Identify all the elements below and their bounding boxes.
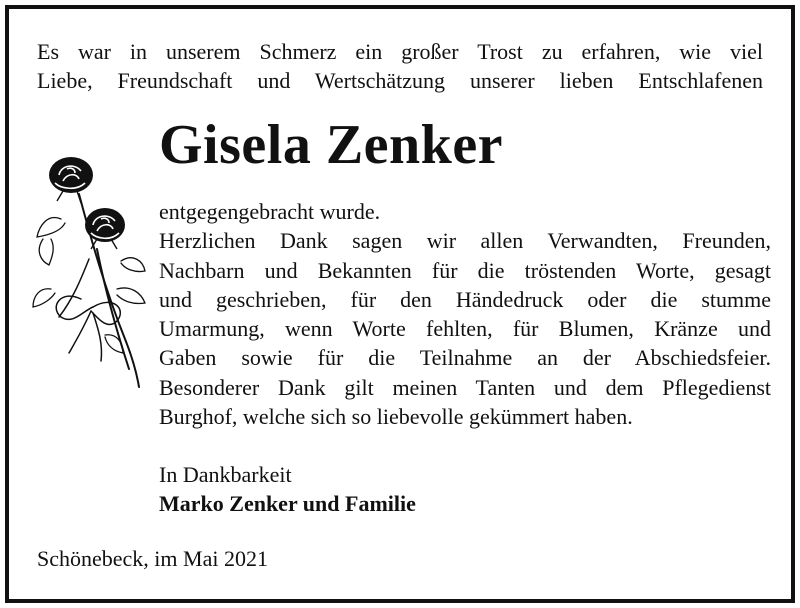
body-line: Gaben sowie für die Teilnahme an der Abschiedsfeier. bbox=[159, 345, 771, 371]
signature-closing: In Dankbarkeit bbox=[159, 462, 292, 487]
body-line: Burghof, welche sich so liebevolle gekümmert haben. bbox=[159, 404, 633, 430]
body-line: Herzlichen Dank sagen wir allen Verwandten, Freunden, bbox=[159, 228, 771, 254]
body-line: entgegengebracht wurde. bbox=[159, 199, 381, 224]
deceased-name: Gisela Zenker bbox=[159, 114, 504, 176]
intro-line-2: Liebe, Freundschaft und Wertschätzung unserer lieben Entschlafenen bbox=[37, 68, 763, 93]
place-date: Schönebeck, im Mai 2021 bbox=[37, 546, 268, 571]
intro-text bbox=[37, 37, 763, 95]
body-line: Besonderer Dank gilt meinen Tanten und dem Pflegedienst bbox=[159, 374, 771, 400]
body-line: Nachbarn und Bekannten für die tröstenden Worte, gesagt bbox=[159, 257, 771, 283]
body-line: Umarmung, wenn Worte fehlten, für Blumen, Kränze und bbox=[159, 316, 771, 342]
signature-block bbox=[159, 460, 416, 518]
obituary-notice bbox=[5, 5, 795, 603]
body-line: und geschrieben, für den Händedruck oder die stumme bbox=[159, 286, 771, 312]
signature-family: Marko Zenker und Familie bbox=[159, 491, 416, 516]
intro-line-1: Es war in unserem Schmerz ein großer Trost zu erfahren, wie viel bbox=[37, 39, 763, 64]
thanks-text bbox=[159, 197, 771, 431]
roses-illustration-icon bbox=[21, 139, 149, 399]
